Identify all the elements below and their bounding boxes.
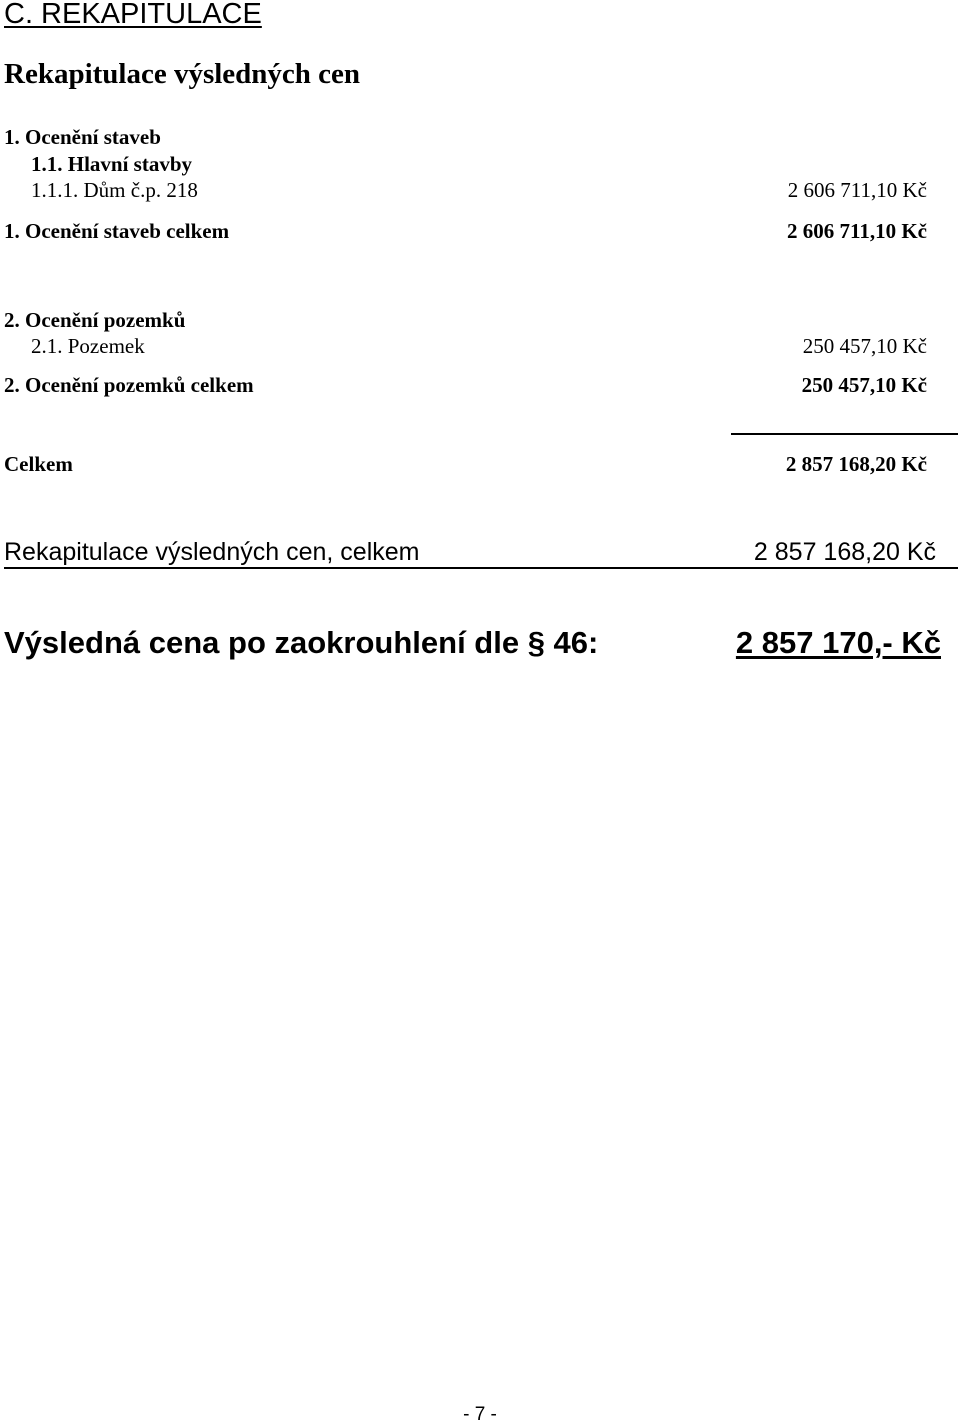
- page-number: - 7 -: [463, 1404, 497, 1425]
- pozemky-item-amount: 250 457,10 Kč: [802, 334, 927, 358]
- final-price-amount: 2 857 170,- Kč: [735, 625, 941, 660]
- stavby-group-label: 1. Ocenění staveb: [4, 125, 161, 149]
- rekapitulace-total-label: Rekapitulace výsledných cen, celkem: [4, 538, 420, 566]
- stavby-item-amount: 2 606 711,10 Kč: [787, 178, 927, 202]
- stavby-subgroup-label: 1.1. Hlavní stavby: [31, 152, 193, 176]
- celkem-amount: 2 857 168,20 Kč: [785, 452, 927, 476]
- celkem-rule: [731, 433, 958, 435]
- document-title: Rekapitulace výsledných cen: [4, 58, 361, 90]
- pozemky-total-amount: 250 457,10 Kč: [801, 373, 927, 397]
- section-heading: C. REKAPITULACE: [4, 0, 262, 30]
- rekapitulace-rule: [4, 567, 958, 569]
- pozemky-group-label: 2. Ocenění pozemků: [4, 308, 186, 332]
- final-price-label: Výsledná cena po zaokrouhlení dle § 46:: [4, 625, 599, 660]
- stavby-total-amount: 2 606 711,10 Kč: [787, 219, 927, 243]
- pozemky-total-label: 2. Ocenění pozemků celkem: [4, 373, 254, 397]
- pozemky-item-label: 2.1. Pozemek: [31, 334, 145, 358]
- stavby-item-label: 1.1.1. Dům č.p. 218: [31, 178, 198, 202]
- stavby-total-label: 1. Ocenění staveb celkem: [4, 219, 230, 243]
- celkem-label: Celkem: [4, 452, 73, 476]
- rekapitulace-total-amount: 2 857 168,20 Kč: [753, 538, 936, 566]
